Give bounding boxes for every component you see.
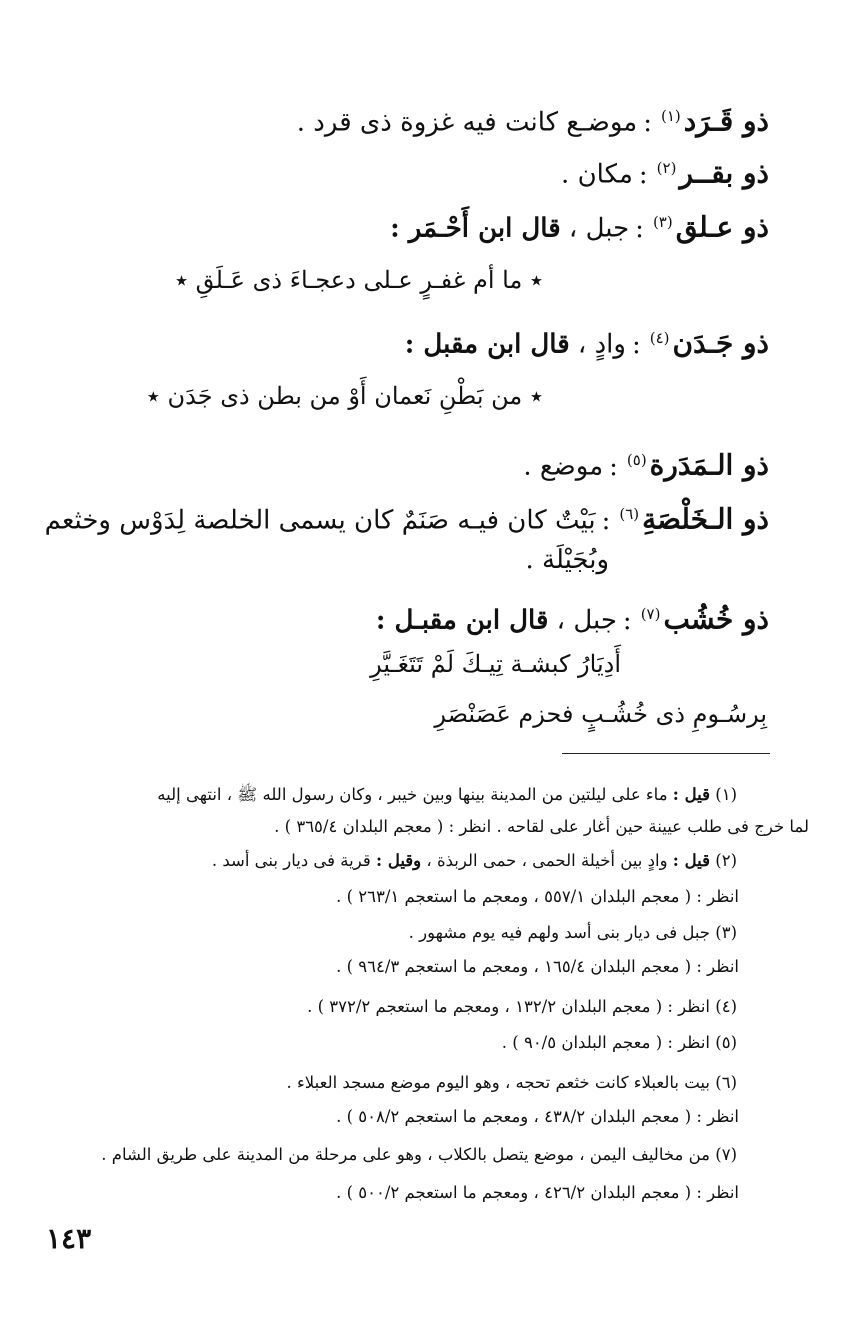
footnote-marker: (٢) <box>656 159 677 177</box>
entry-text: مكان . <box>561 159 633 190</box>
entry-quote-source: قال ابن أَحْـمَر : <box>390 213 561 244</box>
verse-line: ٭ من بَطْنِ نَعمان أَوْ من بطن ذى جَدَن ٭ <box>146 382 543 410</box>
footnote-5: (٥) انظر : ( معجم البلدان ٩٠/٥ ) . <box>501 1033 737 1052</box>
footnote-6-ref: انظر : ( معجم البلدان ٤٣٨/٢ ، ومعجم ما استعجم ٥٠٨/٢ ) . <box>336 1107 739 1126</box>
entry-text: بَيْتٌ كان فيـه صَنَمٌ كان يسمى الخلصة لِدَوْس وخثعم <box>44 505 596 536</box>
entry-separator: : <box>631 329 641 360</box>
footnote-2-ref: انظر : ( معجم البلدان ٥٥٧/١ ، ومعجم ما استعجم ٢٦٣/١ ) . <box>336 887 739 906</box>
footnote-number: (٢) <box>715 851 737 870</box>
entry-dhu-alkhalasa <box>44 494 769 541</box>
footnote-marker: (٤) <box>649 329 670 347</box>
entry-separator: : <box>601 505 611 536</box>
footnote-3: (٣) جبل فى ديار بنى أسد ولهم فيه يوم مشهور . <box>408 923 737 942</box>
footnote-marker: (٧) <box>640 605 661 623</box>
page-number: ١٤٣ <box>46 1222 92 1255</box>
entry-dhu-alaq <box>50 202 769 249</box>
entry-separator: : <box>643 107 652 138</box>
verse-line: بِرسُـومِ ذى خُشُـبٍ فحزم عَصَنْصَرِ <box>434 700 767 728</box>
entry-quote-source: قال ابن مقبل : <box>404 329 570 360</box>
footnote-number: (١) <box>715 785 737 804</box>
footnote-bold-term: وقيل : <box>375 851 422 870</box>
footnote-marker: (١) <box>660 107 681 125</box>
verse-line: أَدِيَارُ كبشـة تِيـكَ لَمْ تَتَغَـيَّرِ <box>370 650 621 678</box>
entry-head: ذو الـخَلْصَةِ <box>642 502 769 536</box>
entry-text: موضـع كانت فيه غزوة ذى قرد . <box>296 107 638 138</box>
footnote-marker: (٦) <box>619 505 640 523</box>
footnote-bold-term: قيل : <box>672 851 710 870</box>
footnote-1 <box>40 782 737 808</box>
footnote-3-ref: انظر : ( معجم البلدان ١٦٥/٤ ، ومعجم ما استعجم ٩٦٤/٣ ) . <box>336 957 739 976</box>
entry-text: جبل ، <box>568 213 630 244</box>
entry-dhu-baqar <box>50 148 769 195</box>
entry-separator: : <box>622 605 632 636</box>
footnote-2 <box>40 848 737 874</box>
verse-line: ٭ ما أم غفـرٍ عـلى دعجـاءَ ذى عَـلَقِ ٭ <box>174 266 543 294</box>
entry-head: ذو قَـرَد <box>683 104 769 138</box>
footnote-7: (٧) من مخاليف اليمن ، موضع يتصل بالكلاب ، وهو على مرحلة من المدينة على طريق الشام . <box>101 1145 737 1164</box>
entry-head: ذو جَـدَن <box>672 326 769 360</box>
entry-continuation <box>50 540 609 580</box>
footnote-7-ref: انظر : ( معجم البلدان ٤٢٦/٢ ، ومعجم ما استعجم ٥٠٠/٢ ) . <box>336 1183 739 1202</box>
footnote-text: وادٍ بين أخيلة الحمى ، حمى الربذة ، <box>426 851 668 870</box>
entry-separator: : <box>609 451 618 482</box>
footnote-bold-term: قيل : <box>672 785 710 804</box>
footnote-marker: (٣) <box>652 213 673 231</box>
footnote-text: قرية فى ديار بنى أسد . <box>211 851 371 870</box>
entry-text: موضع . <box>523 451 604 482</box>
entry-dhu-almadara <box>50 440 769 487</box>
footnote-text: ماء على ليلتين من المدينة بينها وبين خيبر ، وكان رسول الله ﷺ ، انتهى إليه <box>157 785 668 804</box>
entry-separator: : <box>638 159 648 190</box>
footnote-marker: (٥) <box>626 451 647 469</box>
entry-dhu-qarad <box>50 96 769 143</box>
entry-text: جبل ، <box>556 605 617 636</box>
entry-text-continued: وبُجَيْلَة . <box>525 545 609 575</box>
entry-head: ذو بقــر <box>679 156 769 190</box>
entry-head: ذو خُشُب <box>663 602 769 636</box>
entry-dhu-jadan <box>50 318 769 365</box>
entry-text: وادٍ ، <box>577 329 626 360</box>
entry-head: ذو عـلق <box>675 210 769 244</box>
entry-dhu-khushub <box>50 594 769 641</box>
footnote-4: (٤) انظر : ( معجم البلدان ١٣٢/٢ ، ومعجم ما استعجم ٣٧٢/٢ ) . <box>307 997 737 1016</box>
entry-separator: : <box>635 213 644 244</box>
footnote-6: (٦) بيت بالعبلاء كانت خثعم تحجه ، وهو اليوم موضع مسجد العبلاء . <box>286 1073 737 1092</box>
entry-head: ذو الـمَدَرة <box>649 448 769 482</box>
entry-quote-source: قال ابن مقبـل : <box>375 605 549 636</box>
footnote-1-cont: لما خرج فى طلب عيينة حين أغار على لقاحه . انظر : ( معجم البلدان ٣٦٥/٤ ) . <box>274 817 809 836</box>
footnote-divider <box>562 753 770 754</box>
